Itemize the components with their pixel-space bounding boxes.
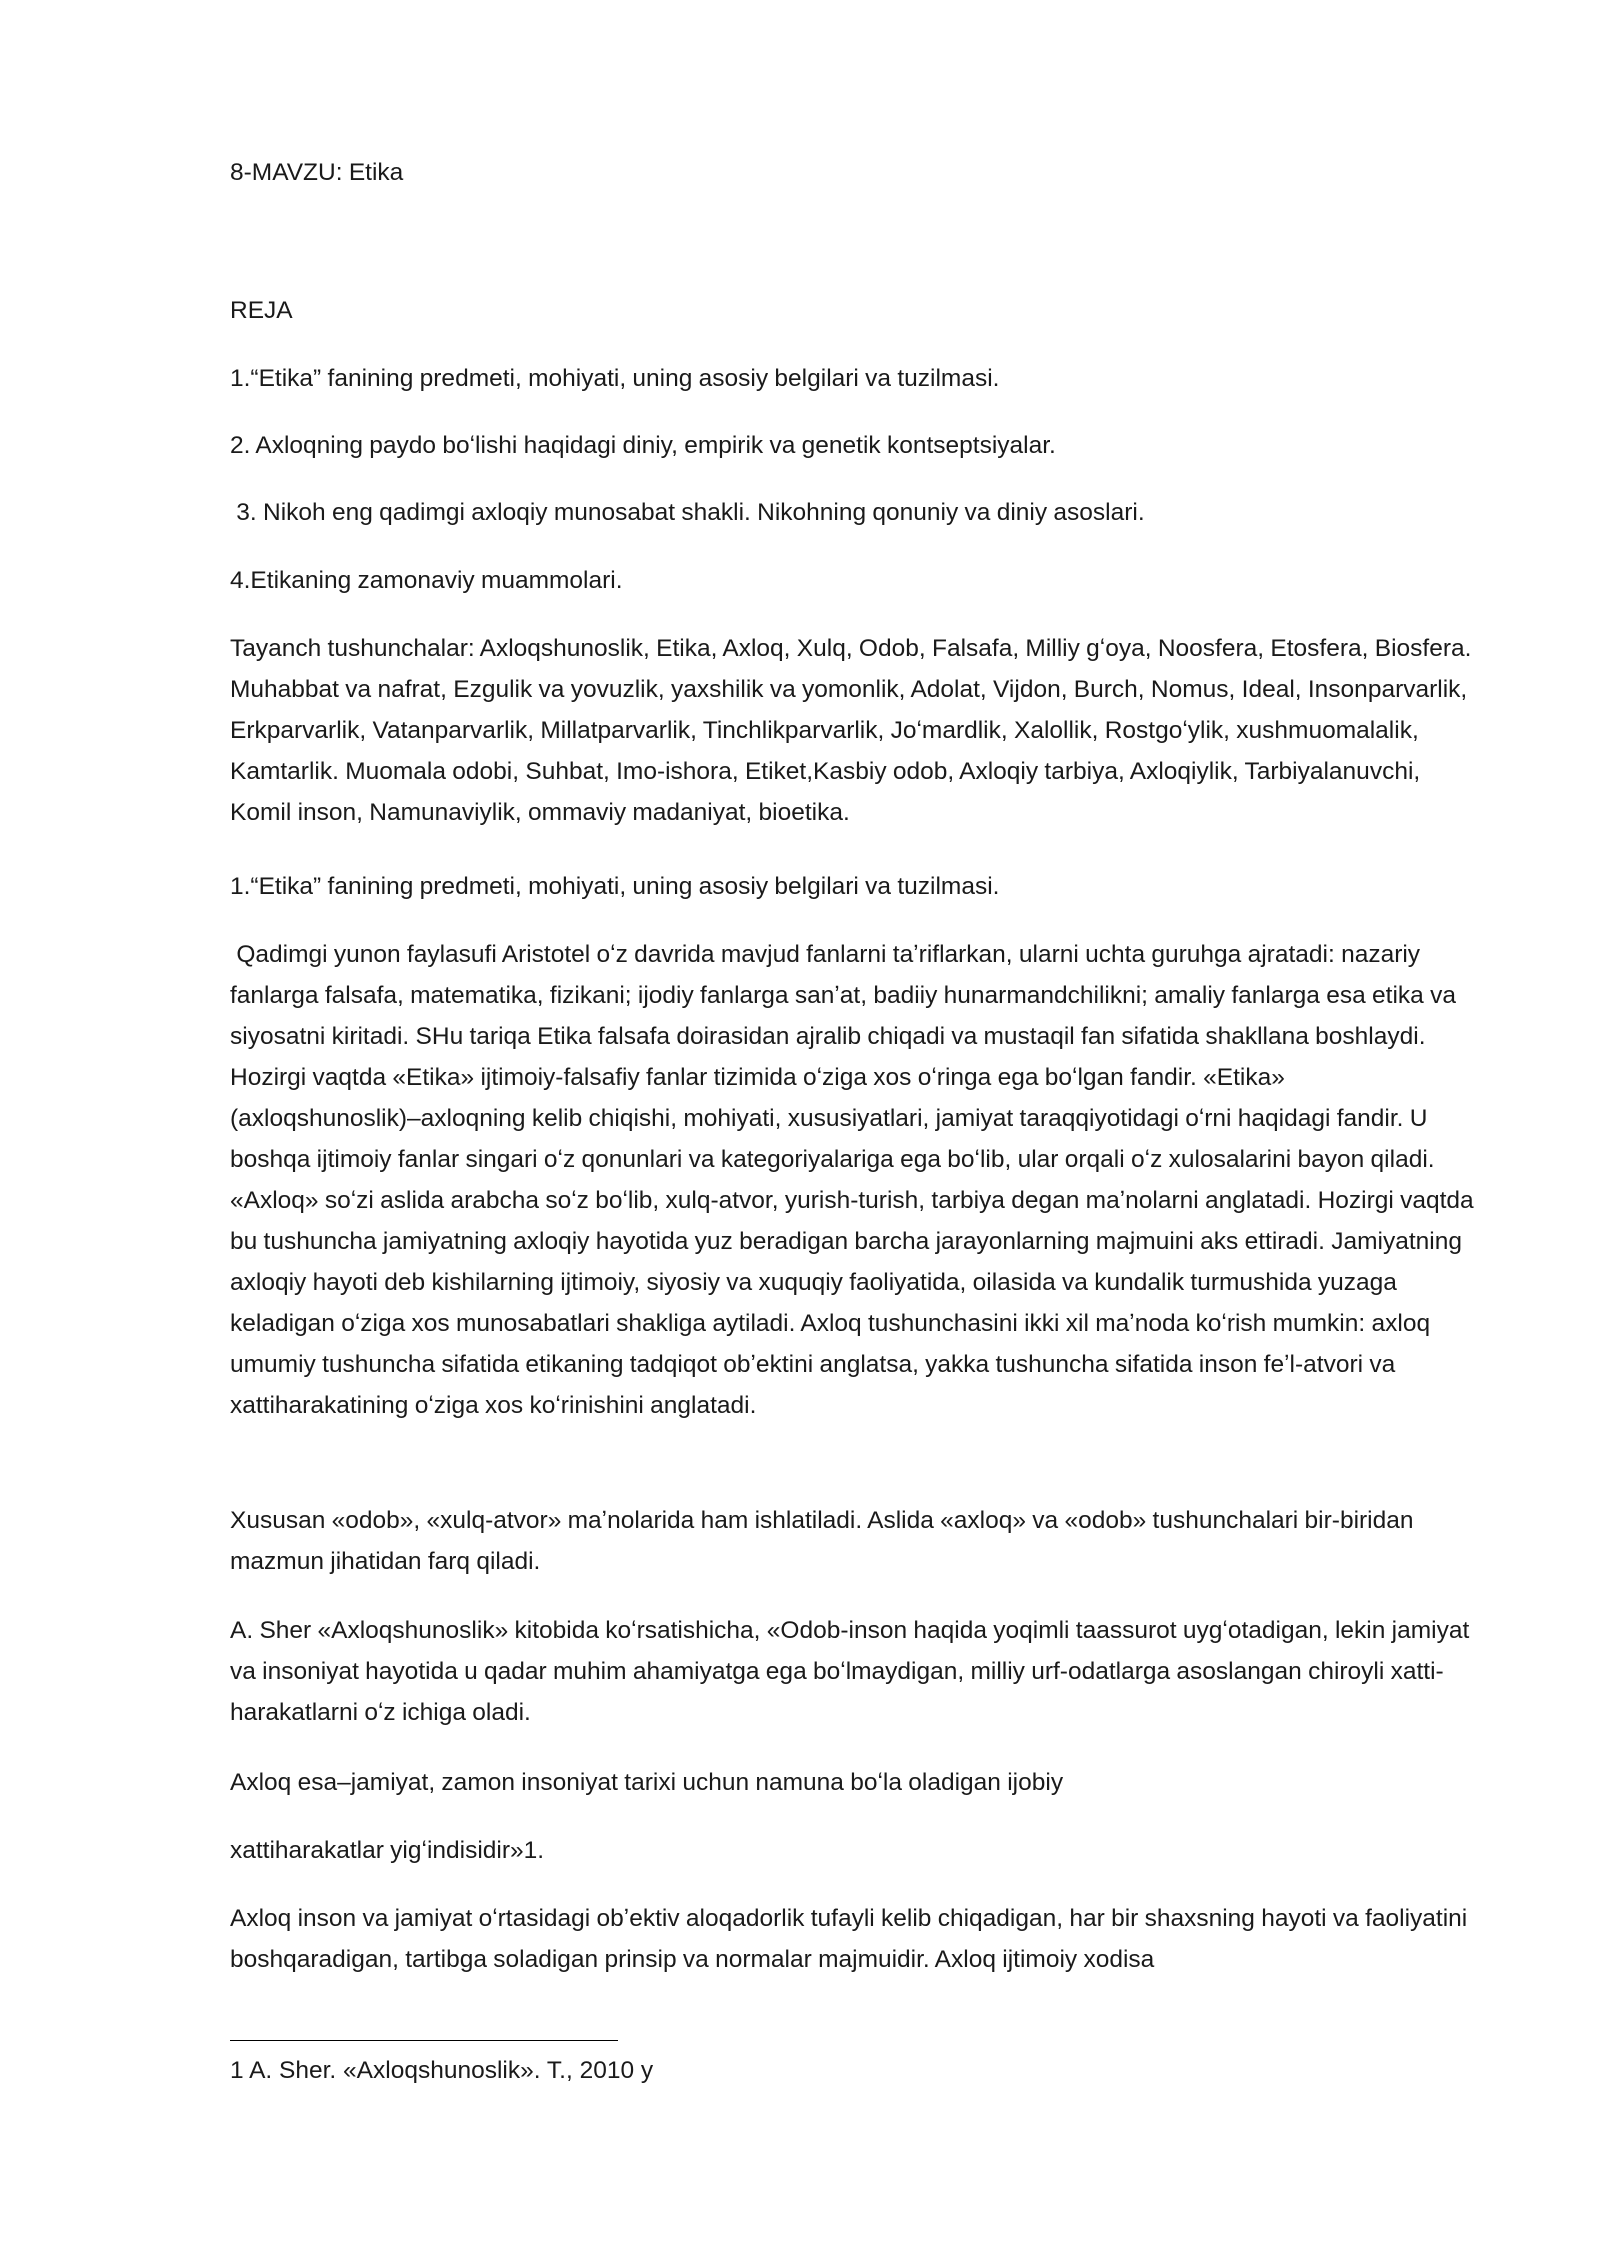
body-paragraph-5: xattiharakatlar yigʻindisidir»1. <box>230 1837 545 1864</box>
document-heading: 8-MAVZU: Etika <box>230 159 404 186</box>
body-paragraph-1: Qadimgi yunon faylasufi Aristotel oʻz davrida mavjud fanlarni taʼriflarkan, ularni uchta guruhga ajratadi: nazariy fanlarga falsafa, matematika, fizikani; ijodiy fanlarga sanʼat, badiiy hunarmandchilikni; amaliy fanlarga esa etika va siyosatni kiritadi. SHu tariqa Etika falsafa doirasidan ajralib chiqadi va mustaqil fan sifatida shakllana boshlaydi. Hozirgi vaqtda «Etika» ijtimoiy-falsafiy fanlar tizimida oʻziga xos oʻringa ega boʻlgan fandir. «Etika» (axloqshunoslik)–axloqning kelib chiqishi, mohiyati, xususiyatlari, jamiyat taraqqiyotidagi oʻrni haqidagi fandir. U boshqa ijtimoiy fanlar singari oʻz qonunlari va kategoriyalariga ega boʻlib, ular orqali oʻz xulosalarini bayon qiladi. «Axloq» soʻzi aslida arabcha soʻz boʻlib, xulq-atvor, yurish-turish, tarbiya degan maʼnolarni anglatadi. Hozirgi vaqtda bu tushuncha jamiyatning axloqiy hayotida yuz beradigan barcha jarayonlarning majmuini aks ettiradi. Jamiyatning axloqiy hayoti deb kishilarning ijtimoiy, siyosiy va xuquqiy faoliyatida, oilasida va kundalik turmushida yuzaga keladigan oʻziga xos munosabatlari shakliga aytiladi. Axloq tushunchasini ikki xil maʼnoda koʻrish mumkin: axloq umumiy tushuncha sifatida etikaning tadqiqot obʼektini anglatsa, yakka tushuncha sifatida inson feʼl-atvori va xattiharakatining oʻziga xos koʻrinishini anglatadi. <box>230 941 1480 1419</box>
plan-item-1: 1.“Etika” fanining predmeti, mohiyati, uning asosiy belgilari va tuzilmasi. <box>230 365 1000 392</box>
plan-title: REJA <box>230 297 293 324</box>
footnote-separator <box>230 2040 618 2041</box>
footnote: 1 A. Sher. «Axloqshunoslik». T., 2010 y <box>230 2057 654 2084</box>
section-title: 1.“Etika” fanining predmeti, mohiyati, uning asosiy belgilari va tuzilmasi. <box>230 873 1000 900</box>
plan-item-2: 2. Axloqning paydo boʻlishi haqidagi diniy, empirik va genetik kontseptsiyalar. <box>230 432 1056 459</box>
key-terms-paragraph: Tayanch tushunchalar: Axloqshunoslik, Etika, Axloq, Xulq, Odob, Falsafa, Milliy gʻoya, Noosfera, Etosfera, Biosfera. Muhabbat va nafrat, Ezgulik va yovuzlik, yaxshilik va yomonlik, Adolat, Vijdon, Burch, Nomus, Ideal, Insonparvarlik, Erkparvarlik, Vatanparvarlik, Millatparvarlik, Tinchlikparvarlik, Joʻmardlik, Xalollik, Rostgoʻylik, xushmuomalalik, Kamtarlik. Muomala odobi, Suhbat, Imo-ishora, Etiket,Kasbiy odob, Axloqiy tarbiya, Axloqiylik, Tarbiyalanuvchi, Komil inson, Namunaviylik, ommaviy madaniyat, bioetika. <box>230 635 1478 826</box>
body-paragraph-3: A. Sher «Axloqshunoslik» kitobida koʻrsatishicha, «Odob-inson haqida yoqimli taassurot uygʻotadigan, lekin jamiyat va insoniyat hayotida u qadar muhim ahamiyatga ega boʻlmaydigan, milliy urf-odatlarga asoslangan chiroyli xatti-harakatlarni oʻz ichiga oladi. <box>230 1617 1476 1726</box>
body-paragraph-6: Axloq inson va jamiyat oʻrtasidagi obʼektiv aloqadorlik tufayli kelib chiqadigan, har bir shaxsning hayoti va faoliyatini boshqaradigan, tartibga soladigan prinsip va normalar majmuidir. Axloq ijtimoiy xodisa <box>230 1905 1474 1973</box>
body-paragraph-4: Axloq esa–jamiyat, zamon insoniyat tarixi uchun namuna boʻla oladigan ijobiy <box>230 1769 1064 1796</box>
plan-item-4: 4.Etikaning zamonaviy muammolari. <box>230 567 623 594</box>
body-paragraph-2: Xususan «odob», «xulq-atvor» maʼnolarida ham ishlatiladi. Aslida «axloq» va «odob» tushunchalari bir-biridan mazmun jihatidan farq qiladi. <box>230 1507 1420 1575</box>
plan-item-3: 3. Nikoh eng qadimgi axloqiy munosabat shakli. Nikohning qonuniy va diniy asoslari. <box>230 499 1145 526</box>
